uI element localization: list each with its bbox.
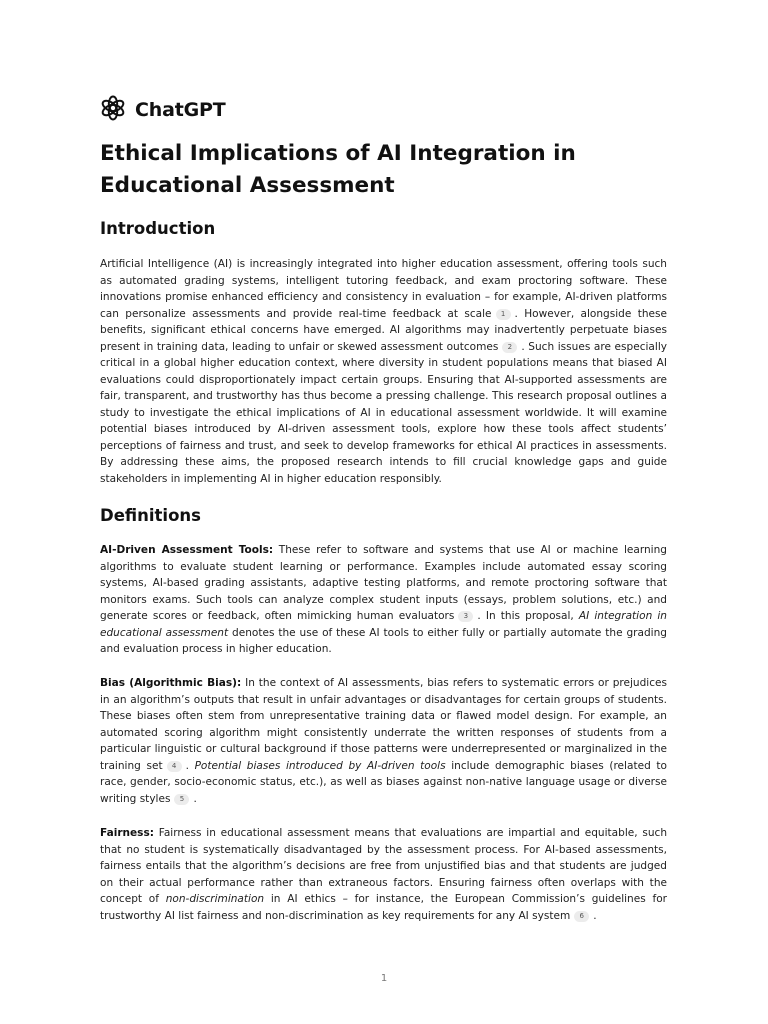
citation-badge[interactable]: 1 xyxy=(496,309,511,320)
page-number: 1 xyxy=(380,973,388,984)
definition-term: Fairness: xyxy=(100,827,154,839)
emphasis-text: AI integration in educational assessment xyxy=(100,610,667,639)
paragraph-text: Fairness in educational assessment means that evaluations are impartial and equitable, such that no student is systematically disadvantaged by the assessment process. For AI-based assessments, fairness entails that the algorithm’s decisions are free from unjustified bias and that students are judged on their actual performance rather than extraneous factors. Ensuring fairness often overlaps with the concept of xyxy=(100,827,667,905)
openai-logo-icon xyxy=(100,95,126,125)
paragraph-text: . However, alongside these benefits, significant ethical concerns have emerged. AI algorithms may inadvertently perpetuate biases present in training data, leading to unfair or skewed assessment outcomes xyxy=(100,307,667,353)
emphasis-text: Potential biases introduced by AI-driven tools xyxy=(194,759,446,772)
definition-fairness xyxy=(100,825,667,924)
paragraph-text: . xyxy=(593,909,597,922)
citation-badge[interactable]: 5 xyxy=(174,794,189,805)
paragraph-text: include demographic biases (related to race, gender, socio-economic status, etc.), as well as biases against non-native language usage or diverse writing styles xyxy=(100,759,667,805)
paragraph-text: These refer to software and systems that use AI or machine learning algorithms to evaluate student learning or performance. Examples include automated essay scoring systems, AI-based grading assistants, adaptive testing platforms, and remote proctoring software that monitors exams. Such tools can analyze complex student inputs (essays, problem solutions, etc.) and generate scores or feedback, often mimicking human evaluators xyxy=(100,544,667,622)
section-heading-definitions: Definitions xyxy=(100,506,201,525)
paragraph-text: Artificial Intelligence (AI) is increasingly integrated into higher education assessment, offering tools such as automated grading systems, intelligent tutoring feedback, and exam proctoring software. These innovations promise enhanced efficiency and consistency in evaluation – for example, AI-driven platforms can personalize assessments and provide real-time feedback at scale xyxy=(100,258,667,320)
citation-badge[interactable]: 3 xyxy=(458,611,473,622)
section-heading-introduction: Introduction xyxy=(100,219,216,238)
emphasis-text: non-discrimination xyxy=(165,893,265,905)
document-title: Ethical Implications of AI Integration in Educational Assessment xyxy=(100,141,576,198)
introduction-paragraph xyxy=(100,256,667,487)
paragraph-text: . xyxy=(185,759,195,772)
paragraph-text: . Such issues are especially critical in a global higher education context, where diversity in student populations means that biased AI evaluations could disproportionately impact certain groups. Ensuring that AI-supported assessments are fair, transparent, and trustworthy has thus become a pressing challenge. This research proposal outlines a study to investigate the ethical implications of AI in educational assessment worldwide. It will examine potential biases introduced by AI-driven assessment tools, explore how these tools affect students’ perceptions of fairness and trust, and seek to develop frameworks for ethical AI practices in assessments. By addressing these aims, the proposed research intends to fill crucial knowledge gaps and guide stakeholders in implementing AI in higher education responsibly. xyxy=(100,340,667,485)
paragraph-text: . In this proposal, xyxy=(477,610,579,622)
citation-badge[interactable]: 4 xyxy=(167,761,182,772)
citation-badge[interactable]: 2 xyxy=(502,342,517,353)
definition-term: AI-Driven Assessment Tools: xyxy=(100,544,274,556)
paragraph-text: denotes the use of these AI tools to either fully or partially automate the grading and evaluation process in higher education. xyxy=(100,626,667,655)
definition-bias xyxy=(100,675,667,807)
definition-term: Bias (Algorithmic Bias): xyxy=(100,677,242,689)
paragraph-text: In the context of AI assessments, bias refers to systematic errors or prejudices in an algorithm’s outputs that result in unfair advantages or disadvantages for certain groups of students. These biases often stem from unrepresentative training data or flawed model design. For example, an automated scoring algorithm might consistently underrate the written responses of students from a particular linguistic or cultural background if those patterns were underrepresented or marginalized in the training set xyxy=(100,677,667,772)
brand-header xyxy=(100,95,225,125)
citation-badge[interactable]: 6 xyxy=(574,911,589,922)
paragraph-text: in AI ethics – for instance, the European Commission’s guidelines for trustworthy AI list fairness and non-discrimination as key requirements for any AI system xyxy=(100,893,667,922)
brand-name: ChatGPT xyxy=(135,99,226,121)
paragraph-text: . xyxy=(193,792,197,805)
definition-ai-tools xyxy=(100,542,667,658)
